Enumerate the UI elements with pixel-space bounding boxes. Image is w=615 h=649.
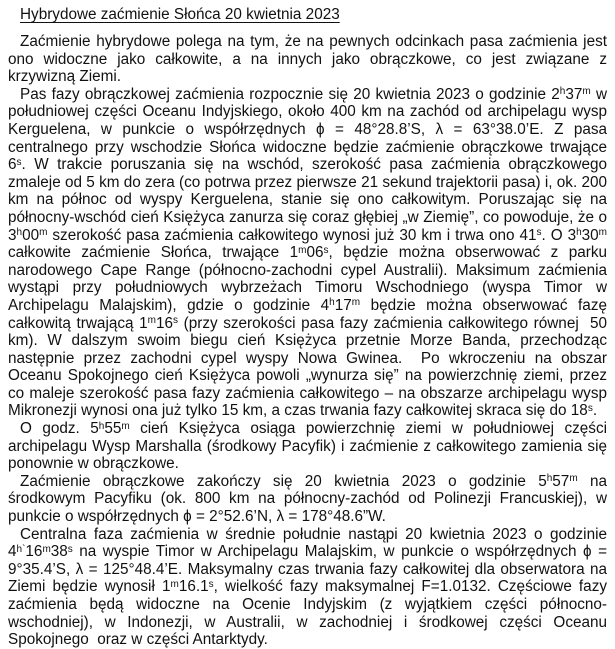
superscript-unit: m (147, 315, 156, 326)
superscript-unit: s (208, 578, 214, 590)
document-title-text: Hybrydowe zaćmienie Słońca 20 kwietnia 2023 (20, 6, 340, 23)
paragraph-central-phase: Centralna faza zaćmienia w średnie południe nastąpi 20 kwietnia 2023 o godzinie $4^{h`}16^m38^s$ na wyspie Timor w Archipelagu Malajskim, w punkcie o współrzędnych ϕ = 9°35.4’S, λ = 125°48.4’E. Maksymalny czas trwania fazy całkowitej dla obserwatora na Ziemi będzie wynosił 1$^m$16.1$^s$, wielkość fazy maksymalnej F=1.0132. Częściowe fazy zaćmienia będą widoczne na Ocenie Indyjskim (z wyjątkiem części północno-wschodniej), w Indonezji, w Australii, w zachodniej i środkowej części Oceanu Spokojnego oraz w części Antarktydy. (8, 525, 607, 649)
superscript-unit: s (536, 227, 542, 239)
superscript-unit: m (582, 86, 591, 98)
superscript-unit: m (298, 244, 307, 256)
superscript-unit: m (39, 227, 48, 239)
superscript-unit: h (559, 86, 566, 98)
superscript-unit: m (598, 227, 608, 239)
superscript-unit: h (576, 227, 582, 239)
superscript-unit: h (16, 227, 23, 239)
superscript-unit: s (67, 543, 73, 555)
superscript-unit: s (587, 402, 593, 414)
superscript-unit: s (323, 244, 329, 256)
superscript-unit: h` (16, 543, 26, 555)
superscript-unit: h (98, 420, 105, 432)
superscript-unit: m (170, 578, 179, 590)
superscript-unit: s (16, 156, 22, 168)
paragraph-marshall-islands: O godz. 5$^h$55$^m$ cień Księżyca osiąga powierzchnię ziemi w południowej części archipelagu Wysp Marshalla (środkowy Pacyfik) i zaćmienie z całkowitego zamienia się ponownie w obrączkowe. (8, 420, 607, 473)
paragraph-intro: Zaćmienie hybrydowe polega na tym, że na pewnych odcinkach pasa zaćmienia jest ono widoczne jako całkowite, a na innych jako obrączkowe, co jest związane z krzywizną Ziemi. (8, 33, 607, 86)
superscript-unit: h (546, 473, 553, 485)
superscript-unit: h (329, 297, 335, 309)
document-title (8, 5, 607, 24)
paragraph-annular-path: Pas fazy obrączkowej zaćmienia rozpocznie się 20 kwietnia 2023 o godzinie 2$^h$37$^m$ w południowej części Oceanu Indyjskiego, około 400 km na zachód od archipelagu wysp Kerguelena, w punkcie o współrzędnych ϕ = 48°28.8’S, λ = 63°38.0’E. Z pasa centralnego przy wschodzie Słońca widoczne będzie zaćmienie obrączkowe trwające 6$^s$. W trakcie poruszania się na wschód, szerokość pasa zaćmienia obrączkowego zmaleje od 5 km do zera (co potrwa przez pierwsze 21 sekund trajektorii pasa) i, ok. 200 km na północ od wyspy Kerguelena, stanie się ono całkowitym. Poruszając się na północny-wschód cień Księżyca zanurza się coraz głębiej „w Ziemię”, co powoduje, że o 3$^h$00$^m$ szerokość pasa zaćmienia całkowitego wynosi już 30 km i trwa ono 41$^s$. O 3$^h$30$^m$ całkowite zaćmienie Słońca, trwające 1$^m$06$^s$, będzie można obserwować z parku narodowego Cape Range (północno-zachodni cypel Australii). Maksimum zaćmienia wystąpi przy południowych wybrzeżach Timoru Wschodniego (wyspa Timor w Archipelagu Malajskim), gdzie o godzinie 4$^h$17$^m$ będzie można obserwować fazę całkowitą trwającą 1$^m$16$^s$ (przy szerokości pasa fazy zaćmienia całkowitego równej 50 km). W dalszym swoim biegu cień Księżyca przetnie Morze Banda, przechodząc następnie przez zachodni cypel wyspy Nowa Gwinea. Po wkroczeniu na obszar Oceanu Spokojnego cień Księżyca powoli „wynurza się” na powierzchnię ziemi, przez co maleje szerokość pasa fazy zaćmienia całkowitego – na obszarze archipelagu wysp Mikronezji wynosi ona już tylko 15 km, a czas trwania fazy całkowitej skraca się do 18$^s$. (8, 85, 608, 420)
superscript-unit: s (173, 315, 178, 326)
superscript-unit: m (121, 420, 130, 432)
paragraph-eclipse-end: Zaćmienie obrączkowe zakończy się 20 kwietnia 2023 o godzinie 5$^h$57$^m$ na środkowym Pacyfiku (ok. 800 km na północny-zachód od Polinezji Francuskiej), w punkcie o współrzędnych ϕ = 2°52.6’N, λ = 178°48.6”W. (8, 472, 607, 526)
superscript-unit: m (569, 473, 578, 485)
superscript-unit: m (351, 297, 361, 309)
superscript-unit: m (42, 543, 51, 555)
